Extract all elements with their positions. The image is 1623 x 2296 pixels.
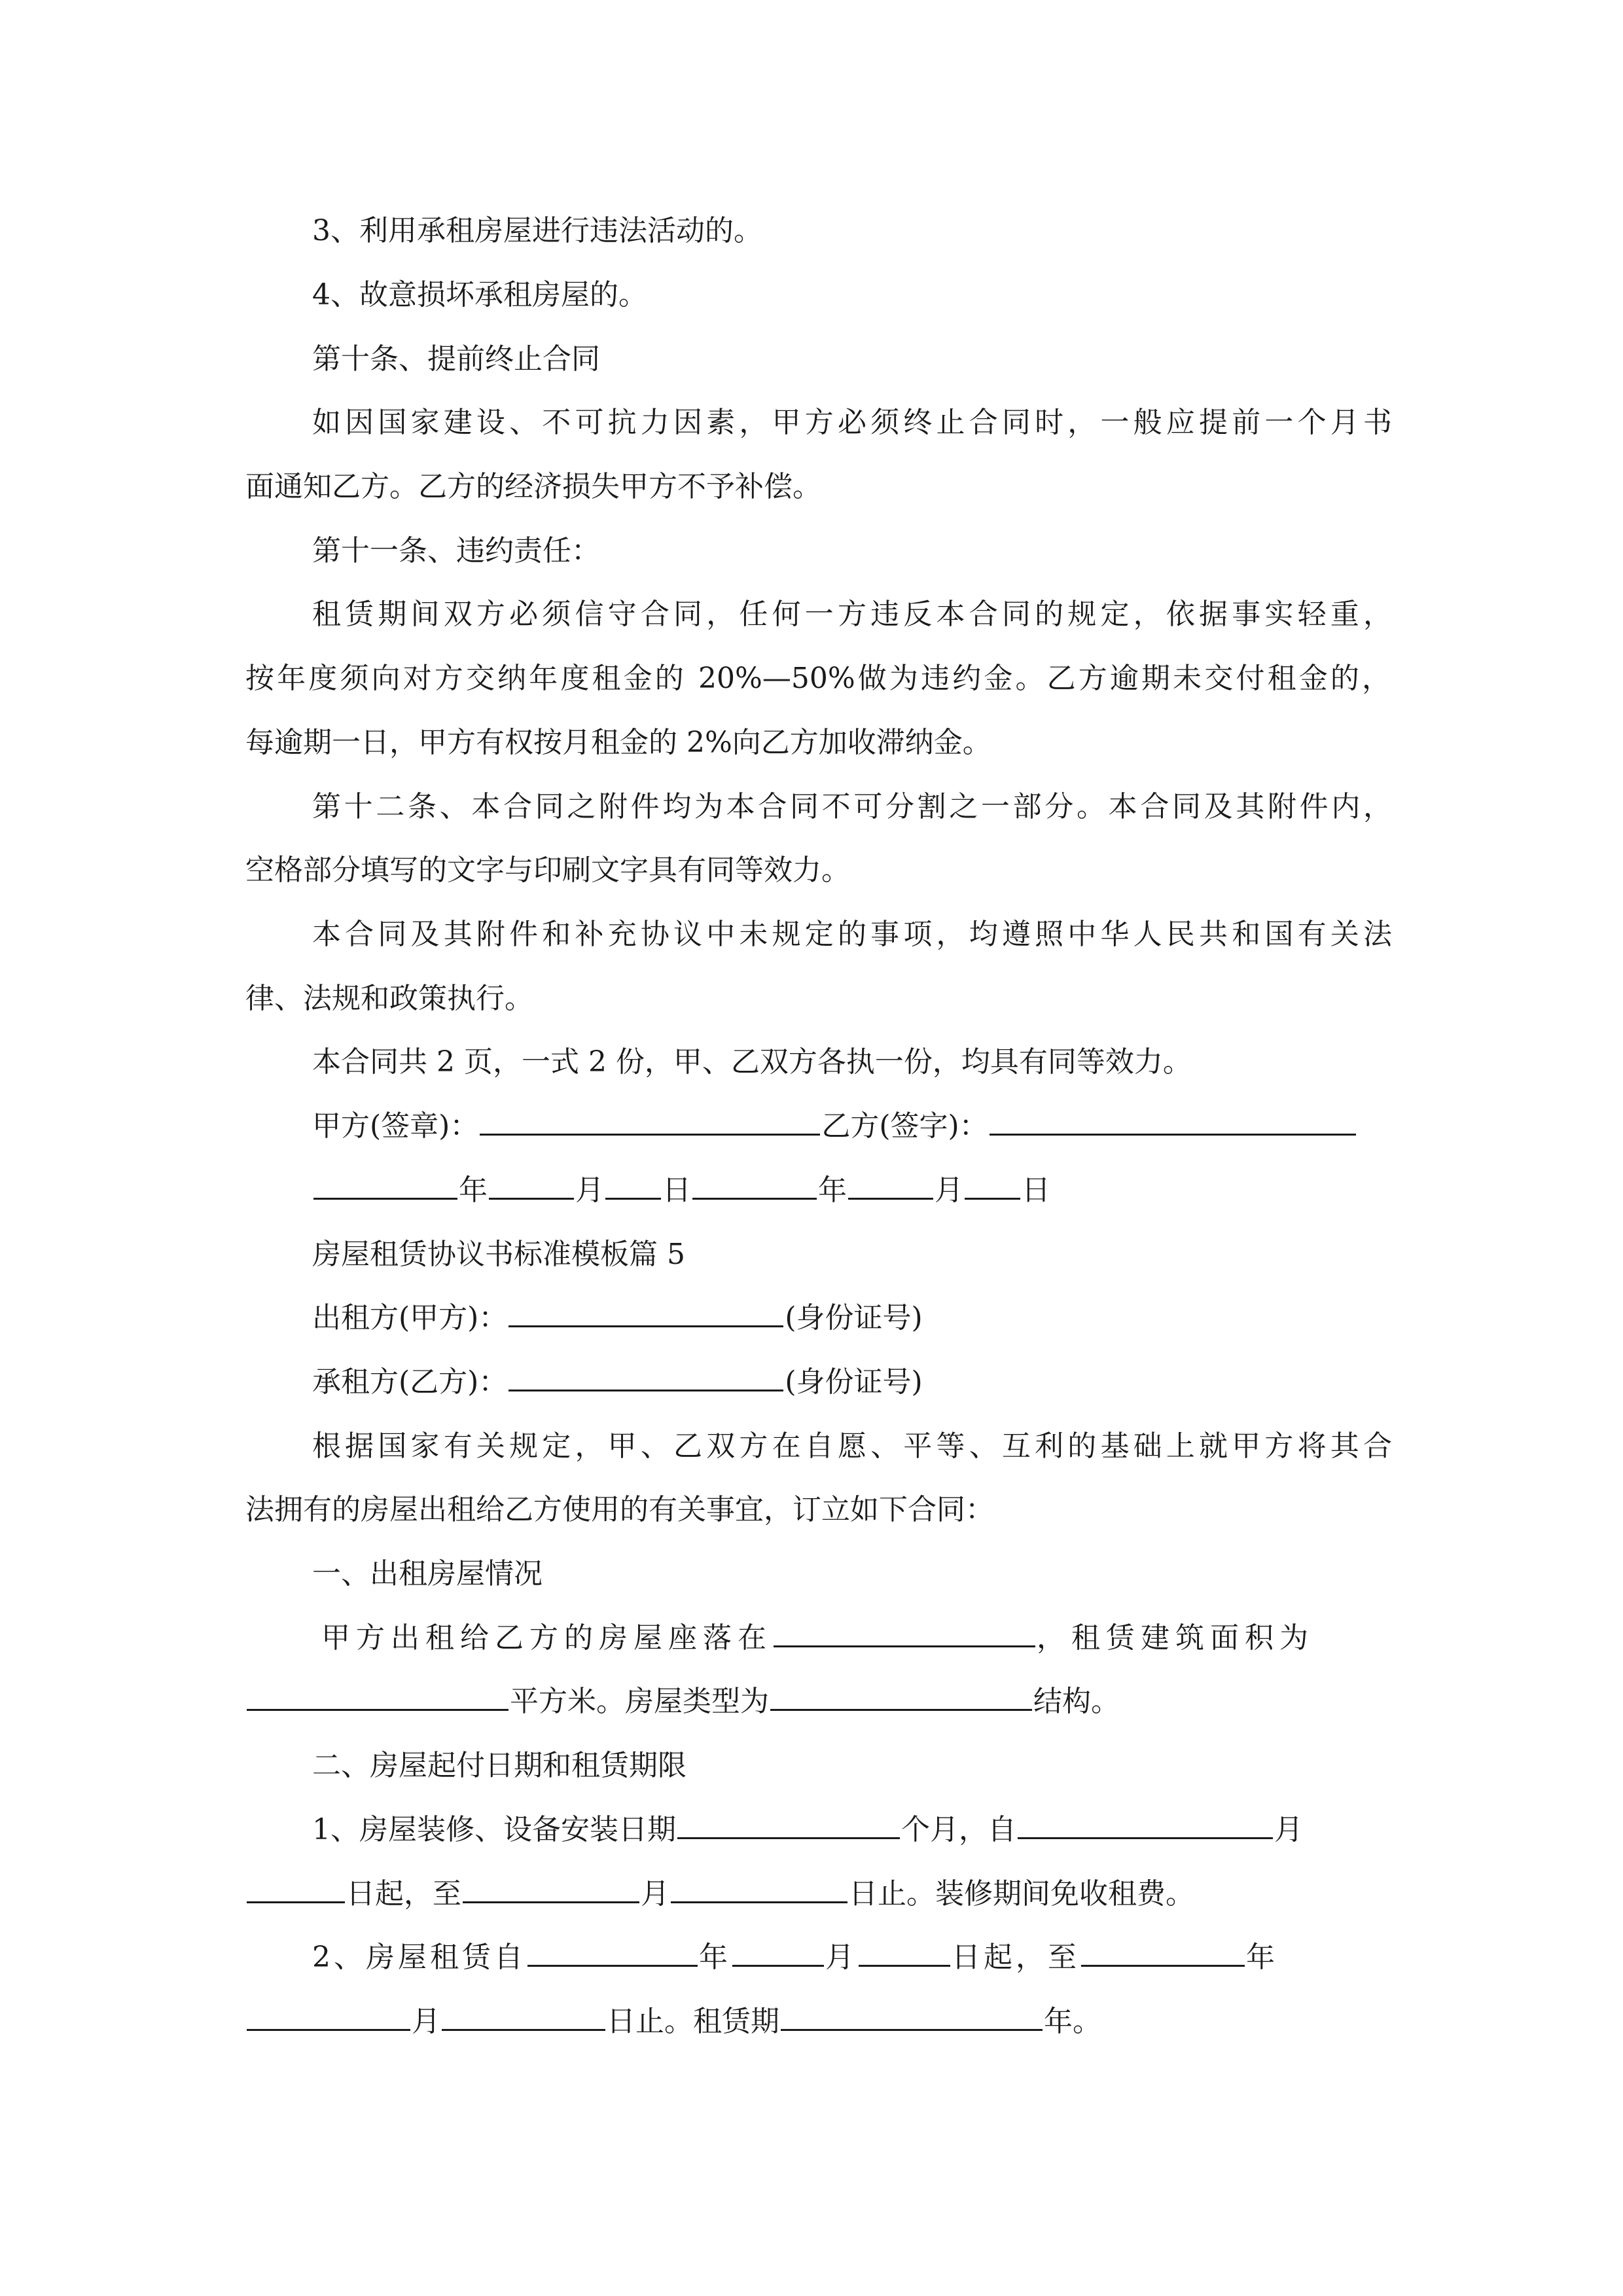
lease-term-line-2 — [245, 1999, 1391, 2045]
paragraph-line: 律、法规和政策执行。 — [245, 982, 533, 1015]
party-b-sign-blank[interactable] — [990, 1107, 1356, 1136]
paragraph-line: 本合同共 2 页，一式 2 份，甲、乙双方各执一份，均具有同等效力。 — [312, 1045, 1192, 1079]
lessee-blank[interactable] — [508, 1363, 783, 1391]
house-area-label: ，租赁建筑面积为 — [1037, 1621, 1314, 1655]
lease-period-blank[interactable] — [781, 2003, 1043, 2031]
month-blank[interactable] — [489, 1172, 574, 1200]
day-blank[interactable] — [605, 1172, 661, 1200]
paragraph-line: 空格部分填写的文字与印刷文字具有同等效力。 — [245, 853, 850, 887]
decoration-month-label: 月 — [1274, 1813, 1303, 1846]
year-label: 年 — [459, 1174, 488, 1207]
decoration-end-label: 日止。装修期间免收租费。 — [849, 1877, 1194, 1910]
lessor-label: 出租方(甲方)： — [312, 1301, 508, 1335]
lease-from-day-blank[interactable] — [859, 1939, 950, 1967]
lessee-line — [312, 1359, 1392, 1405]
paragraph-line: 根据国家有关规定，甲、乙双方在自愿、平等、互利的基础上就甲方将其合 — [312, 1429, 1392, 1463]
house-location-blank[interactable] — [774, 1619, 1035, 1647]
lease-to-month-label: 月 — [412, 2005, 440, 2038]
lease-from-label: 2、房屋租赁自 — [312, 1941, 526, 1974]
lease-to-label: 日起，至 — [952, 1941, 1080, 1974]
year-blank[interactable] — [692, 1172, 817, 1200]
month-blank[interactable] — [848, 1172, 933, 1200]
decoration-from-label: 个月，自 — [901, 1813, 1016, 1846]
paragraph-line: 按年度须向对方交纳年度租金的 20%—50%做为违约金。乙方逾期未交付租金的， — [245, 662, 1391, 695]
party-a-sign-label: 甲方(签章)： — [312, 1109, 479, 1143]
signature-line — [312, 1103, 1392, 1149]
decoration-months-blank[interactable] — [677, 1811, 900, 1839]
lease-from-month-label: 月 — [825, 1941, 857, 1974]
lease-to-month-blank[interactable] — [247, 2003, 410, 2031]
paragraph-line: 法拥有的房屋出租给乙方使用的有关事宜，订立如下合同： — [245, 1493, 994, 1526]
lessee-id-label: (身份证号) — [785, 1365, 923, 1399]
date-line — [312, 1168, 1392, 1213]
year-label: 年 — [818, 1174, 847, 1207]
lease-from-year-blank[interactable] — [527, 1939, 698, 1967]
section-heading-1: 一、出租房屋情况 — [312, 1557, 543, 1590]
paragraph-line: 面通知乙方。乙方的经济损失甲方不予补偿。 — [245, 470, 821, 503]
decoration-label: 1、房屋装修、设备安装日期 — [312, 1813, 676, 1846]
decoration-from-blank[interactable] — [1018, 1811, 1273, 1839]
lease-to-year-blank[interactable] — [1081, 1939, 1245, 1967]
decoration-to-blank[interactable] — [463, 1875, 639, 1903]
section-heading-2: 二、房屋起付日期和租赁期限 — [312, 1749, 687, 1782]
section-title: 房屋租赁协议书标准模板篇 5 — [312, 1238, 685, 1271]
house-location-label: 甲方出租给乙方的房屋座落在 — [321, 1621, 772, 1655]
paragraph-line: 本合同及其附件和补充协议中未规定的事项，均遵照中华人民共和国有关法 — [312, 918, 1392, 951]
house-area-line — [245, 1679, 1391, 1725]
lease-from-month-blank[interactable] — [732, 1939, 824, 1967]
clause-line-4: 4、故意损坏承租房屋的。 — [312, 278, 647, 312]
lessee-label: 承租方(乙方)： — [312, 1365, 508, 1399]
paragraph-line: 每逾期一日，甲方有权按月租金的 2%向乙方加收滞纳金。 — [245, 726, 991, 759]
paragraph-line: 如因国家建设、不可抗力因素，甲方必须终止合同时，一般应提前一个月书 — [312, 406, 1392, 439]
year-blank[interactable] — [313, 1172, 457, 1200]
party-a-sign-blank[interactable] — [480, 1107, 820, 1136]
article-11-heading: 第十一条、违约责任： — [312, 534, 600, 567]
decoration-period-line-2 — [245, 1871, 1391, 1917]
lessor-line — [312, 1295, 1392, 1341]
house-area-blank[interactable] — [247, 1683, 508, 1711]
lease-from-year-label: 年 — [699, 1941, 731, 1974]
decoration-to-label: 日起，至 — [346, 1877, 461, 1910]
decoration-day-blank[interactable] — [247, 1875, 345, 1903]
lease-period-label: 日止。租赁期 — [607, 2005, 779, 2038]
article-12-paragraph: 第十二条、本合同之附件均为本合同不可分割之一部分。本合同及其附件内， — [312, 790, 1392, 823]
decoration-to-day-blank[interactable] — [671, 1875, 847, 1903]
lessor-id-label: (身份证号) — [785, 1301, 923, 1335]
party-b-sign-label: 乙方(签字)： — [821, 1109, 988, 1143]
article-10-heading: 第十条、提前终止合同 — [312, 342, 600, 376]
decoration-to-month-label: 月 — [641, 1877, 669, 1910]
paragraph-line: 租赁期间双方必须信守合同，任何一方违反本合同的规定，依据事实轻重， — [312, 598, 1392, 631]
decoration-period-line — [312, 1807, 1392, 1853]
day-label: 日 — [662, 1174, 691, 1207]
lease-to-day-blank[interactable] — [442, 2003, 605, 2031]
house-type-label: 平方米。房屋类型为 — [510, 1685, 769, 1718]
month-label: 月 — [575, 1174, 604, 1207]
lease-to-year-label: 年 — [1246, 1941, 1278, 1974]
lessor-blank[interactable] — [508, 1299, 783, 1327]
month-label: 月 — [935, 1174, 963, 1207]
day-blank[interactable] — [965, 1172, 1020, 1200]
clause-line-3: 3、利用承租房屋进行违法活动的。 — [312, 214, 762, 247]
lease-term-line — [312, 1935, 1392, 1981]
house-location-line — [312, 1615, 1392, 1661]
lease-period-unit: 年。 — [1044, 2005, 1101, 2038]
house-type-blank[interactable] — [770, 1683, 1032, 1711]
house-structure-label: 结构。 — [1033, 1685, 1120, 1718]
day-label: 日 — [1022, 1174, 1050, 1207]
